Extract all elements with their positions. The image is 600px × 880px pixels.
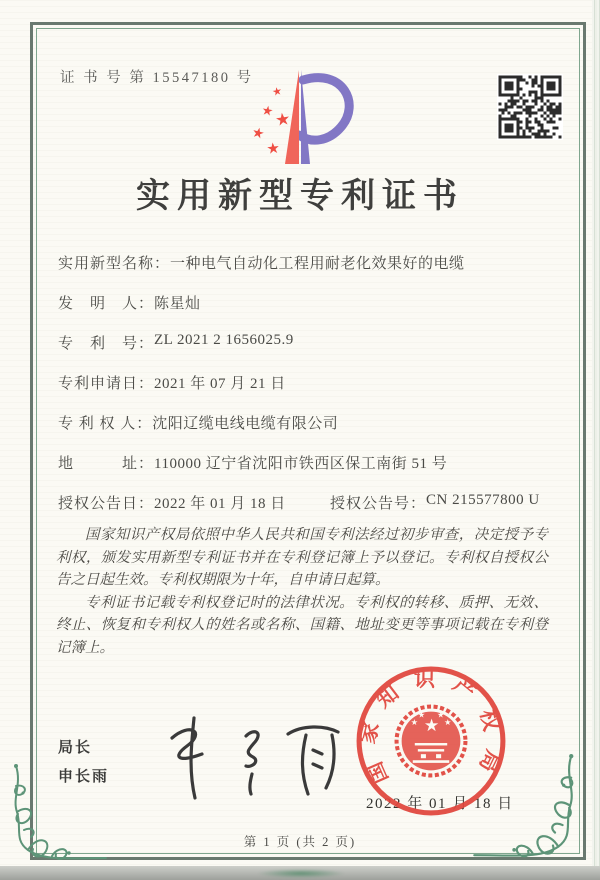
svg-text:★: ★ [437, 709, 445, 720]
grant-date-pair [58, 492, 330, 513]
field-value: ZL 2021 2 1656025.9 [154, 332, 294, 348]
field-row-filing-date [58, 372, 558, 412]
svg-text:★: ★ [250, 124, 267, 143]
grant-number-pair [330, 492, 540, 513]
field-value: 陈星灿 [154, 296, 201, 312]
field-row-utility-model-name [58, 252, 558, 292]
field-label: 专 利 号： [58, 336, 155, 352]
field-value: 2022 年 01 月 18 日 [154, 496, 286, 512]
cnipa-logo-icon [243, 64, 361, 168]
svg-text:★: ★ [265, 138, 281, 158]
svg-text:★: ★ [270, 84, 284, 99]
svg-text:★: ★ [444, 716, 452, 727]
field-label: 实用新型名称： [58, 256, 171, 272]
commissioner-title: 局长 [58, 740, 93, 756]
svg-text:★: ★ [260, 103, 275, 120]
seal-date: 2022 年 01 月 18 日 [366, 796, 514, 812]
certificate-fields [58, 252, 558, 532]
photo-bottom-edge [0, 866, 600, 880]
legal-paragraph-1: 国家知识产权局依照中华人民共和国专利法经过初步审查，决定授予专利权，颁发实用新型专利证书并在专利登记簿上予以登记。专利权自授权公告之日起生效。专利权期限为十年，自申请日起算。 [56, 527, 548, 588]
field-label: 授权公告日： [58, 496, 155, 512]
qr-code [497, 74, 563, 140]
field-row-inventor [58, 292, 558, 332]
handwritten-signature [142, 708, 352, 808]
page-number: 第 1 页 (共 2 页) [243, 835, 357, 849]
svg-text:★: ★ [410, 716, 419, 727]
seal-ring-text: 国家知识产权局 [355, 667, 507, 790]
certificate-number: 证 书 号 第 15547180 号 [60, 70, 254, 86]
field-row-patentee [58, 412, 558, 452]
field-label: 授权公告号： [330, 496, 427, 512]
legal-text [56, 524, 548, 659]
svg-text:★: ★ [417, 709, 426, 720]
field-label: 专利申请日： [58, 376, 155, 392]
field-value: 一种电气自动化工程用耐老化效果好的电缆 [170, 256, 465, 272]
field-label: 发 明 人： [58, 296, 155, 312]
field-value: CN 215577800 U [426, 492, 540, 508]
field-row-address [58, 452, 558, 492]
certificate-title: 实用新型专利证书 [136, 178, 464, 215]
field-row-patent-number [58, 332, 558, 372]
cnipa-official-seal [352, 662, 510, 820]
svg-text:★: ★ [423, 715, 440, 736]
field-label: 地 址： [58, 456, 155, 472]
field-label: 专 利 权 人： [58, 416, 153, 432]
svg-text:★: ★ [273, 109, 292, 131]
commissioner-name: 申长雨 [58, 769, 110, 785]
field-value: 沈阳辽缆电线电缆有限公司 [152, 416, 339, 432]
legal-paragraph-2: 专利证书记载专利权登记时的法律状况。专利权的转移、质押、无效、终止、恢复和专利权人的姓名或名称、国籍、地址变更等事项记载在专利登记簿上。 [56, 594, 548, 656]
field-value: 110000 辽宁省沈阳市铁西区保工南街 51 号 [154, 456, 448, 472]
field-value: 2021 年 07 月 21 日 [154, 376, 286, 392]
page-stack-edge [592, 0, 600, 866]
next-page-glimpse [258, 869, 344, 878]
